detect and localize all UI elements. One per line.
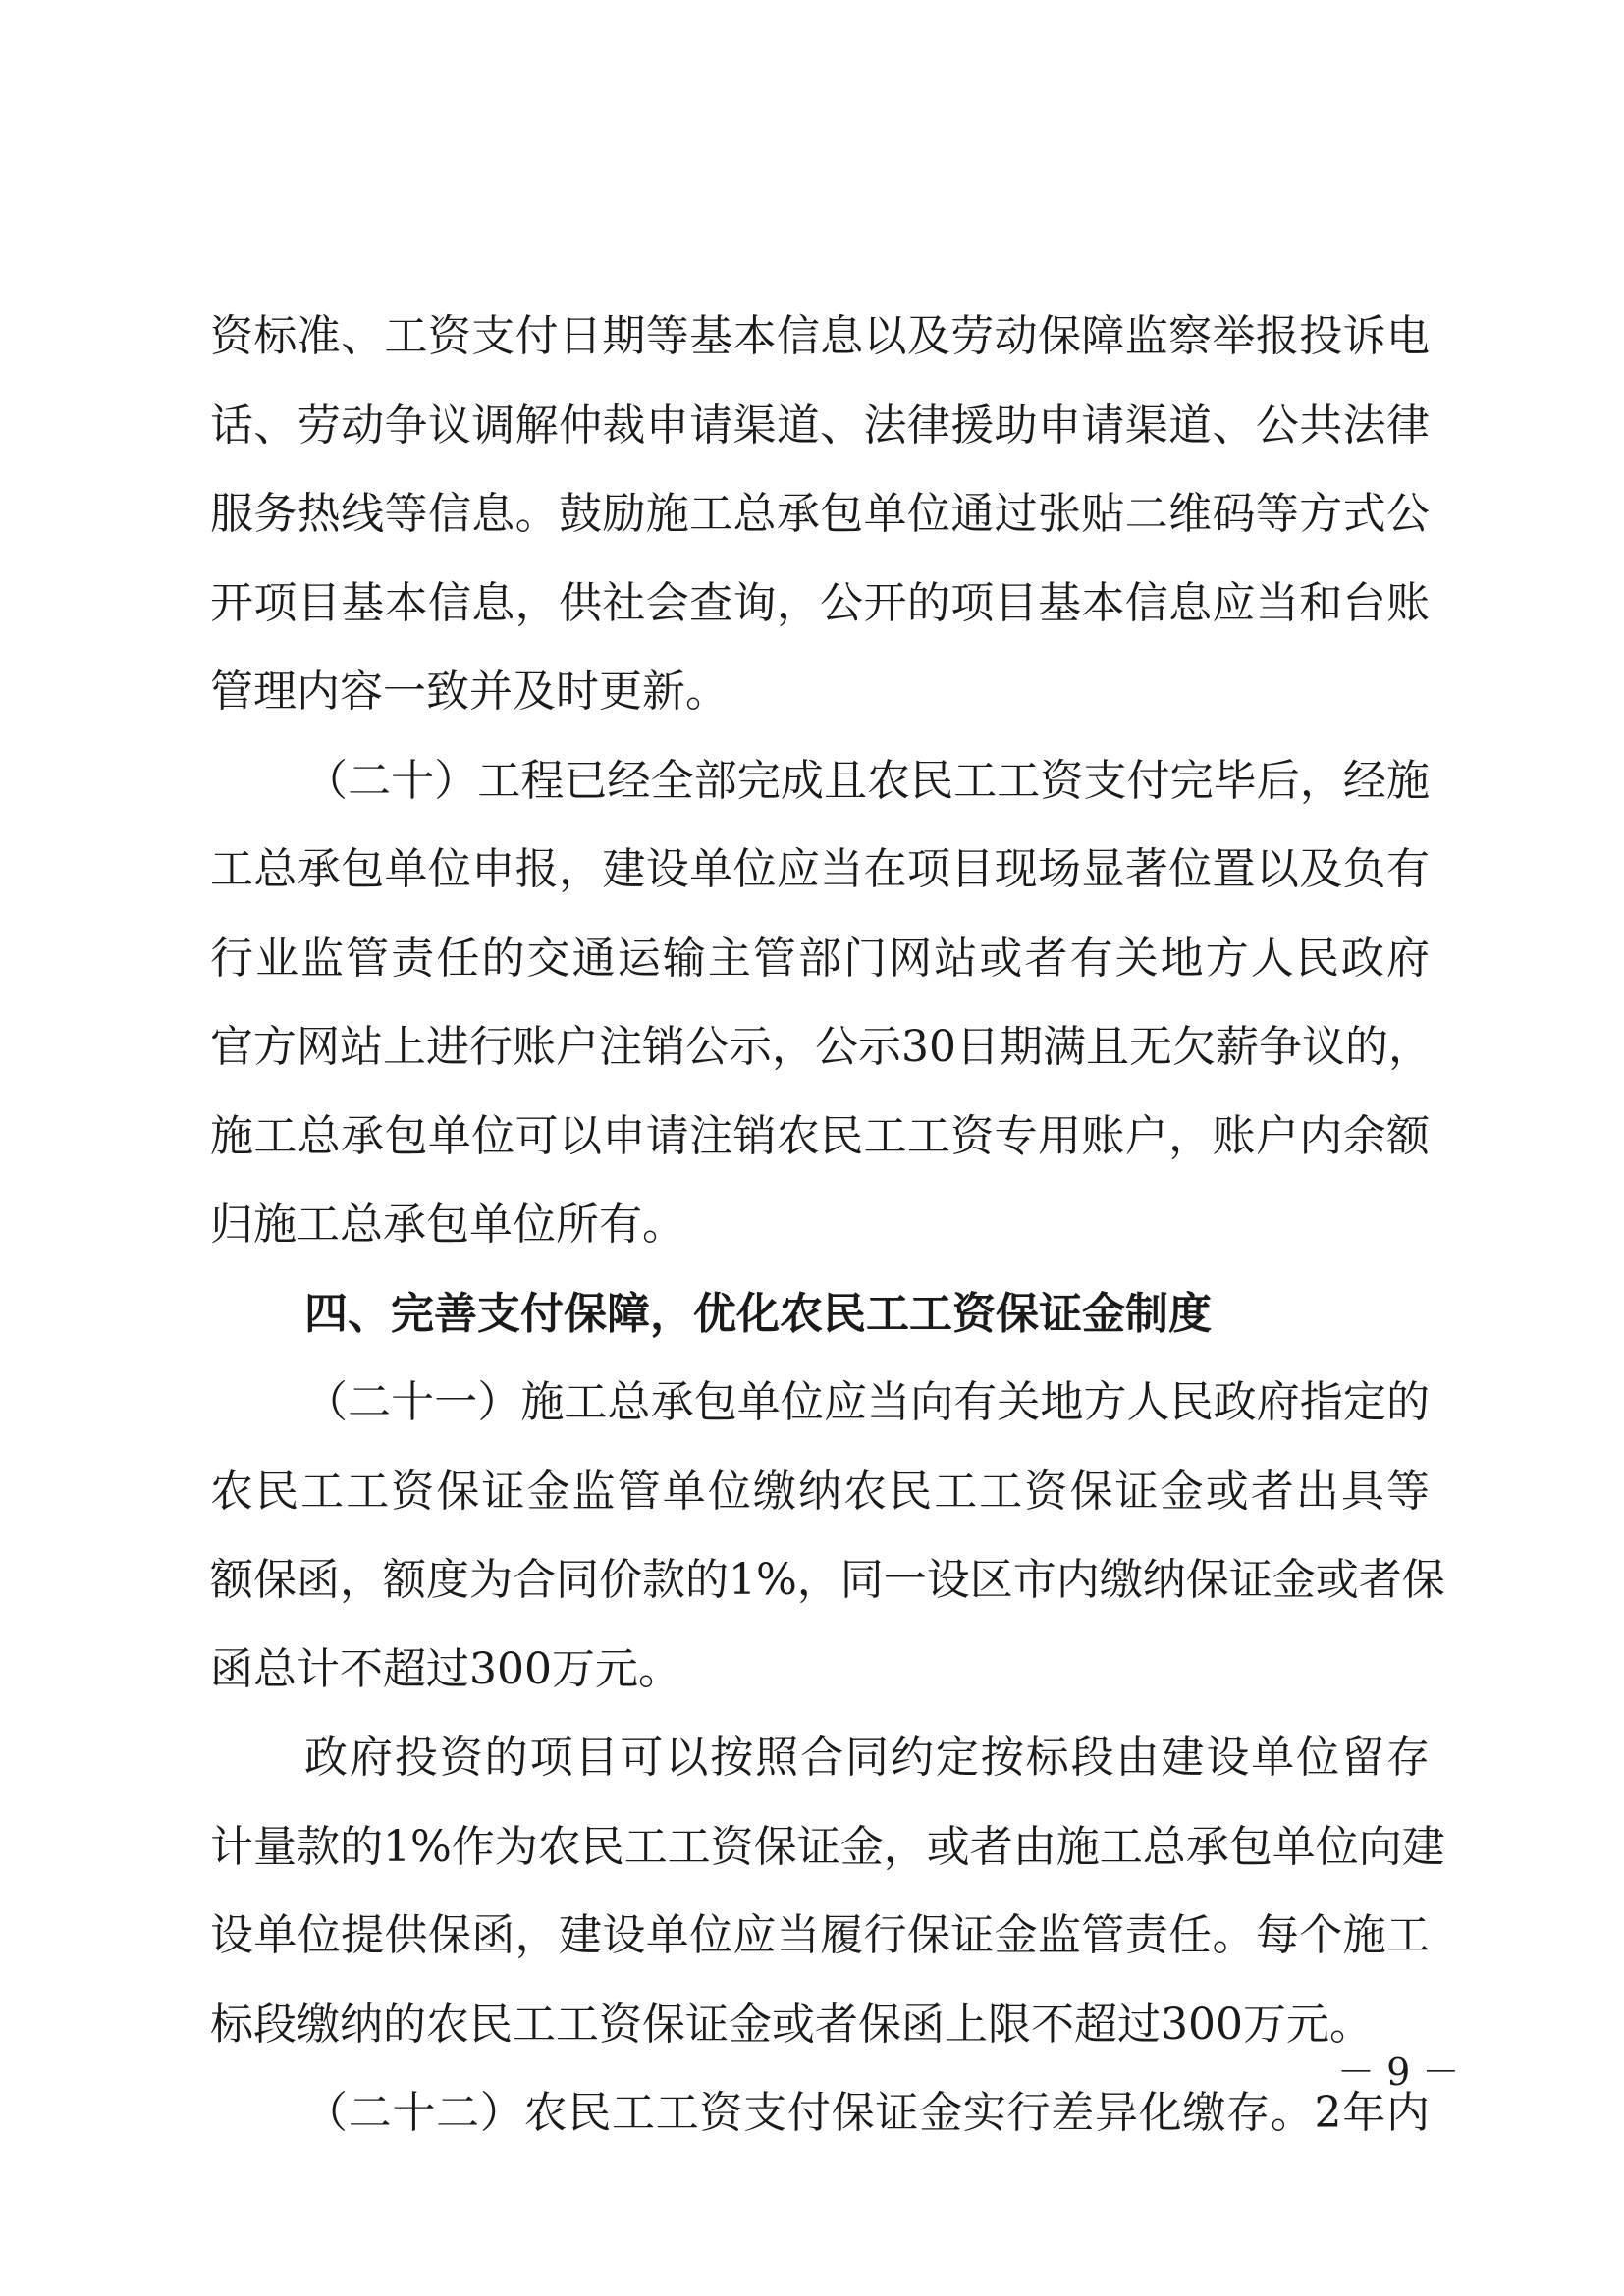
paragraph-line: 额保函，额度为合同价款的1%，同一设区市内缴纳保证金或者保 — [210, 1555, 1445, 1605]
paragraph-line: 话、劳动争议调解仲裁申请渠道、法律援助申请渠道、公共法律 — [210, 400, 1430, 451]
paragraph-line: 开项目基本信息，供社会查询，公开的项目基本信息应当和台账 — [210, 578, 1430, 628]
paragraph-line: 计量款的1%作为农民工工资保证金，或者由施工总承包单位向建 — [210, 1822, 1445, 1872]
paragraph-line: 设单位提供保函，建设单位应当履行保证金监管责任。每个施工 — [210, 1910, 1430, 1960]
paragraph-line: 服务热线等信息。鼓励施工总承包单位通过张贴二维码等方式公 — [210, 489, 1430, 539]
paragraph-line: 归施工总承包单位所有。 — [210, 1200, 685, 1250]
paragraph-line: 函总计不超过300万元。 — [210, 1644, 681, 1694]
paragraph-line: 资标准、工资支付日期等基本信息以及劳动保障监察举报投诉电 — [210, 311, 1430, 361]
page-number: － 9 － — [1337, 2051, 1460, 2094]
paragraph-line: 施工总承包单位可以申请注销农民工工资专用账户，账户内余额 — [210, 1111, 1430, 1161]
paragraph-line: 工总承包单位申报，建设单位应当在项目现场显著位置以及负有 — [210, 844, 1430, 894]
paragraph-line: （二十一）施工总承包单位应当向有关地方人民政府指定的 — [304, 1377, 1430, 1427]
paragraph-line: 管理内容一致并及时更新。 — [210, 667, 729, 717]
paragraph-line: 行业监管责任的交通运输主管部门网站或者有关地方人民政府 — [210, 934, 1430, 984]
paragraph-line: 政府投资的项目可以按照合同约定按标段由建设单位留存 — [304, 1733, 1430, 1783]
paragraph-line: 农民工工资保证金监管单位缴纳农民工工资保证金或者出具等 — [210, 1467, 1430, 1517]
paragraph-line: 官方网站上进行账户注销公示，公示30日期满且无欠薪争议的， — [210, 1022, 1432, 1072]
paragraph-line: （二十二）农民工工资支付保证金实行差异化缴存。2年内 — [304, 2088, 1430, 2138]
section-heading: 四、完善支付保障，优化农民工工资保证金制度 — [304, 1289, 1212, 1339]
paragraph-line: （二十）工程已经全部完成且农民工工资支付完毕后，经施 — [304, 756, 1430, 806]
paragraph-line: 标段缴纳的农民工工资保证金或者保函上限不超过300万元。 — [210, 2000, 1373, 2050]
